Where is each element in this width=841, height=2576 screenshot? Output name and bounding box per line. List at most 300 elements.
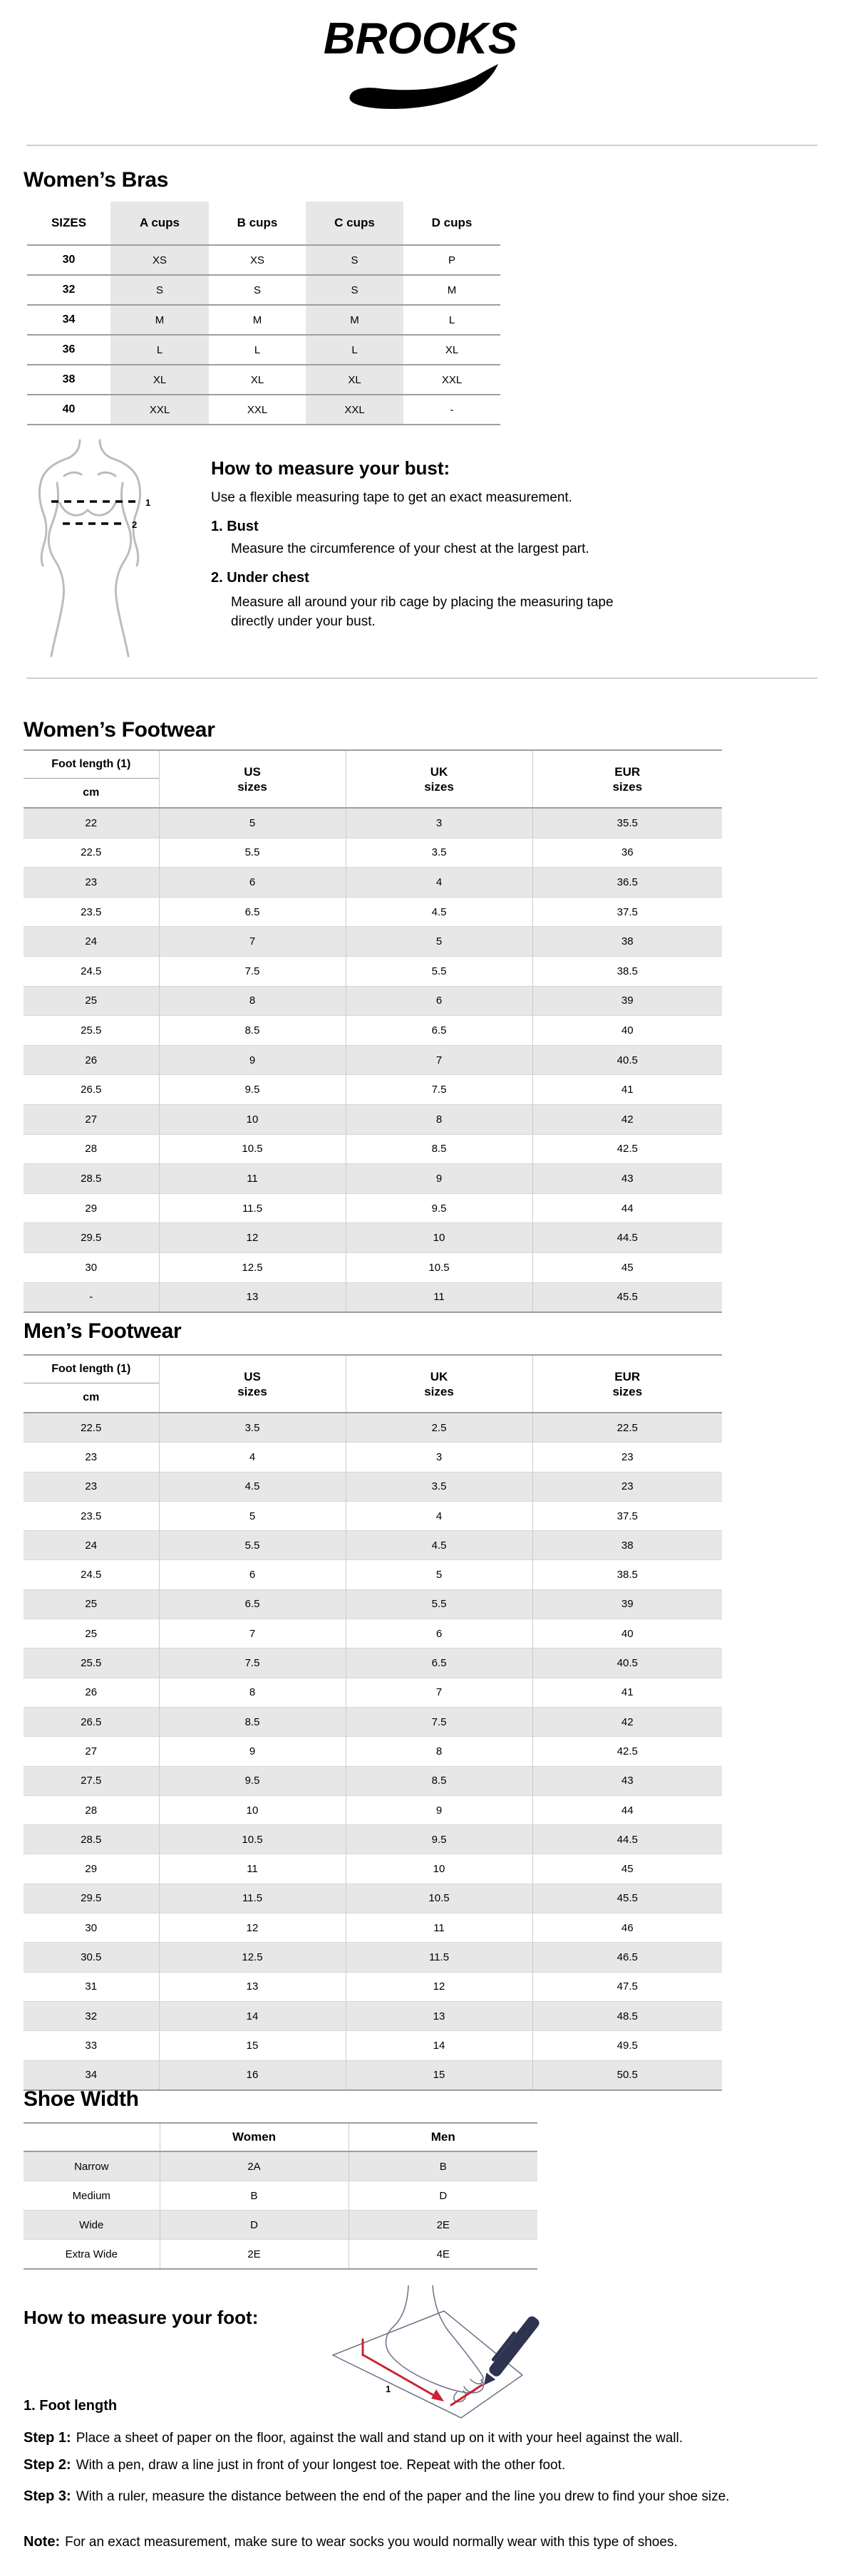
shoe-width-rows <box>24 2151 537 2269</box>
table-cell: 10 <box>346 1223 532 1253</box>
table-cell: 5 <box>159 1501 346 1530</box>
table-row <box>24 1619 722 1648</box>
table-row <box>24 1501 722 1530</box>
table-cell: 8 <box>346 1104 532 1134</box>
table-row <box>24 1737 722 1766</box>
note-label: Note: <box>24 2534 61 2550</box>
table-cell: 46 <box>532 1913 722 1943</box>
step-text: With a ruler, measure the distance between the end of the paper and the line you drew to find your shoe size. <box>76 2489 730 2504</box>
table-cell: 34 <box>24 2060 159 2090</box>
table-cell: L <box>306 335 403 365</box>
table-cell: 6 <box>346 1619 532 1648</box>
shoe-width-title: Shoe Width <box>24 2087 139 2111</box>
womens-bras-table <box>27 202 500 425</box>
foot-step-3 <box>24 2486 756 2507</box>
table-cell: 33 <box>24 2031 159 2060</box>
table-row <box>24 808 722 838</box>
table-cell: 13 <box>159 1972 346 2001</box>
foot-measure-diagram <box>324 2285 545 2424</box>
table-cell: Medium <box>24 2181 160 2211</box>
table-cell: 26.5 <box>24 1075 159 1105</box>
table-row <box>24 986 722 1016</box>
table-row <box>24 1223 722 1253</box>
table-cell: XXL <box>110 395 209 425</box>
table-cell: 7 <box>346 1045 532 1075</box>
table-cell: 40 <box>27 395 110 425</box>
column-header-us-sizes: US sizes <box>159 750 346 808</box>
table-cell: S <box>306 245 403 275</box>
table-cell: 6 <box>159 1560 346 1589</box>
table-row <box>24 1972 722 2001</box>
table-cell: 5.5 <box>346 956 532 986</box>
table-row <box>24 838 722 868</box>
table-cell: 37.5 <box>532 897 722 927</box>
table-cell: 3.5 <box>346 1472 532 1501</box>
table-cell: 5.5 <box>159 838 346 868</box>
table-cell: 42 <box>532 1707 722 1736</box>
table-row <box>24 1282 722 1312</box>
table-row <box>24 1472 722 1501</box>
table-cell: 10 <box>159 1104 346 1134</box>
table-cell: 27 <box>24 1104 159 1134</box>
column-header-unit: cm <box>83 1391 100 1403</box>
table-cell: 23.5 <box>24 1501 159 1530</box>
table-row <box>27 275 500 305</box>
brand-logo-text: BROOKS <box>323 14 518 63</box>
table-cell: 15 <box>346 2060 532 2090</box>
womens-footwear-table <box>24 749 722 1313</box>
table-cell: 9 <box>346 1164 532 1194</box>
table-header-row <box>24 750 722 808</box>
table-row <box>24 1531 722 1560</box>
torso-diagram <box>21 439 160 658</box>
table-cell: 13 <box>159 1282 346 1312</box>
table-cell: 7.5 <box>159 1648 346 1678</box>
table-row <box>24 2151 537 2181</box>
table-row <box>24 1443 722 1472</box>
table-row <box>24 1766 722 1795</box>
table-row <box>27 335 500 365</box>
bust-step-text: Measure the circumference of your chest at the largest part. <box>231 541 589 556</box>
table-cell: 7.5 <box>346 1707 532 1736</box>
table-cell: 4 <box>346 868 532 898</box>
table-cell: 6.5 <box>346 1016 532 1046</box>
table-cell: D <box>349 2181 537 2211</box>
table-cell: 7 <box>159 1619 346 1648</box>
table-cell: 50.5 <box>532 2060 722 2090</box>
table-cell: 25.5 <box>24 1016 159 1046</box>
table-cell: 11.5 <box>159 1884 346 1913</box>
table-cell: 9.5 <box>346 1193 532 1223</box>
table-cell: 6.5 <box>159 897 346 927</box>
table-cell: 39 <box>532 986 722 1016</box>
table-cell: 6.5 <box>159 1589 346 1619</box>
table-cell: 24.5 <box>24 956 159 986</box>
table-cell: 11 <box>159 1854 346 1884</box>
table-cell: 5 <box>346 1560 532 1589</box>
table-cell: 40 <box>532 1619 722 1648</box>
column-header-d-cups: D cups <box>403 202 500 245</box>
table-cell: 42 <box>532 1104 722 1134</box>
table-cell: 14 <box>159 2001 346 2030</box>
table-cell: 8 <box>346 1737 532 1766</box>
table-cell: 45 <box>532 1252 722 1282</box>
table-cell: 30 <box>24 1252 159 1282</box>
table-cell: 45 <box>532 1854 722 1884</box>
table-cell: 43 <box>532 1766 722 1795</box>
step-label: Step 1: <box>24 2430 71 2446</box>
table-cell: 4.5 <box>346 897 532 927</box>
foot-note <box>24 2532 841 2552</box>
bust-line-label-1: 1 <box>145 497 151 508</box>
table-cell: XXL <box>403 365 500 395</box>
column-header-uk-sizes: UK sizes <box>346 750 532 808</box>
table-cell: 15 <box>159 2031 346 2060</box>
table-row <box>27 245 500 275</box>
table-cell: 40.5 <box>532 1045 722 1075</box>
table-row <box>24 1104 722 1134</box>
table-cell: 29 <box>24 1193 159 1223</box>
table-cell: 3.5 <box>346 838 532 868</box>
table-row <box>24 2060 722 2090</box>
table-cell: L <box>403 305 500 335</box>
table-cell: 29.5 <box>24 1884 159 1913</box>
table-cell: 27 <box>24 1737 159 1766</box>
womens-footwear-rows <box>24 808 722 1312</box>
table-cell: 12 <box>346 1972 532 2001</box>
table-row <box>24 1854 722 1884</box>
table-row <box>24 1016 722 1046</box>
table-cell: 12 <box>159 1223 346 1253</box>
table-cell: 12.5 <box>159 1252 346 1282</box>
brand-swoosh-icon <box>339 63 502 114</box>
table-cell: 23 <box>532 1443 722 1472</box>
table-cell: 47.5 <box>532 1972 722 2001</box>
table-cell: 23.5 <box>24 897 159 927</box>
table-cell: 35.5 <box>532 808 722 838</box>
table-cell: L <box>209 335 306 365</box>
table-cell: XXL <box>306 395 403 425</box>
table-cell: 9 <box>346 1795 532 1824</box>
table-cell: 8.5 <box>346 1766 532 1795</box>
table-cell: 25 <box>24 1619 159 1648</box>
note-text: For an exact measurement, make sure to wear socks you would normally wear with this type of shoes. <box>65 2535 678 2550</box>
table-cell: 40 <box>532 1016 722 1046</box>
table-cell: 45.5 <box>532 1282 722 1312</box>
section-divider <box>26 677 817 679</box>
table-cell: 28 <box>24 1134 159 1164</box>
womens-bras-rows <box>27 245 500 425</box>
table-cell: 10.5 <box>346 1884 532 1913</box>
table-cell: 7 <box>346 1678 532 1707</box>
table-cell: 6 <box>159 868 346 898</box>
table-cell: 12.5 <box>159 1943 346 1972</box>
column-header-men: Men <box>349 2123 537 2151</box>
table-cell: 9 <box>159 1737 346 1766</box>
foot-step-1 <box>24 2428 841 2448</box>
table-cell: 4.5 <box>346 1531 532 1560</box>
table-cell: 36 <box>532 838 722 868</box>
table-cell: 42.5 <box>532 1134 722 1164</box>
bust-guide-title: How to measure your bust: <box>211 457 450 479</box>
table-cell: 11.5 <box>159 1193 346 1223</box>
table-row <box>24 2211 537 2240</box>
table-cell: 22.5 <box>532 1413 722 1443</box>
column-header-b-cups: B cups <box>209 202 306 245</box>
table-cell: 34 <box>27 305 110 335</box>
table-row <box>24 1075 722 1105</box>
table-cell: 44 <box>532 1795 722 1824</box>
table-header-row <box>27 202 500 245</box>
table-cell: L <box>110 335 209 365</box>
table-cell: 10 <box>346 1854 532 1884</box>
table-cell: Wide <box>24 2211 160 2240</box>
table-cell: M <box>306 305 403 335</box>
table-cell: 8.5 <box>159 1016 346 1046</box>
column-header-eur-sizes: EUR sizes <box>532 1355 722 1413</box>
table-cell: 23 <box>24 1472 159 1501</box>
table-row <box>24 1560 722 1589</box>
table-cell: 4.5 <box>159 1472 346 1501</box>
table-cell: 38.5 <box>532 1560 722 1589</box>
table-header-row <box>24 2123 537 2151</box>
table-cell: 29.5 <box>24 1223 159 1253</box>
table-cell: 30 <box>24 1913 159 1943</box>
table-cell: 28.5 <box>24 1825 159 1854</box>
table-row <box>24 868 722 898</box>
pen-icon <box>476 2312 541 2389</box>
table-cell: 25 <box>24 986 159 1016</box>
table-cell: 22.5 <box>24 838 159 868</box>
table-cell: - <box>403 395 500 425</box>
table-row <box>24 1884 722 1913</box>
column-header-eur-sizes: EUR sizes <box>532 750 722 808</box>
table-cell: 2E <box>160 2240 349 2270</box>
table-cell: M <box>209 305 306 335</box>
table-cell: 38.5 <box>532 956 722 986</box>
table-cell: 9.5 <box>159 1075 346 1105</box>
table-row <box>24 1589 722 1619</box>
table-cell: 45.5 <box>532 1884 722 1913</box>
table-cell: 3.5 <box>159 1413 346 1443</box>
table-cell: 32 <box>27 275 110 305</box>
table-row <box>24 956 722 986</box>
table-cell: 38 <box>532 927 722 957</box>
table-cell: 41 <box>532 1075 722 1105</box>
table-cell: 7.5 <box>159 956 346 986</box>
table-row <box>24 1943 722 1972</box>
table-cell: 22 <box>24 808 159 838</box>
table-cell: XXL <box>209 395 306 425</box>
mens-footwear-rows <box>24 1413 722 2090</box>
table-cell: XS <box>110 245 209 275</box>
column-header-sizes: SIZES <box>27 202 110 245</box>
table-cell: 44 <box>532 1193 722 1223</box>
table-cell: M <box>403 275 500 305</box>
table-row <box>24 1795 722 1824</box>
table-cell: 31 <box>24 1972 159 2001</box>
table-cell: 46.5 <box>532 1943 722 1972</box>
table-cell: 44.5 <box>532 1223 722 1253</box>
table-row <box>24 1413 722 1443</box>
table-cell: 4 <box>346 1501 532 1530</box>
table-cell: 3 <box>346 1443 532 1472</box>
underchest-step-label: 2. Under chest <box>211 570 309 586</box>
table-cell: XL <box>306 365 403 395</box>
table-cell: 27.5 <box>24 1766 159 1795</box>
table-row <box>27 305 500 335</box>
table-cell: 4E <box>349 2240 537 2270</box>
table-cell: M <box>110 305 209 335</box>
table-cell: 11 <box>159 1164 346 1194</box>
table-cell: B <box>349 2151 537 2181</box>
table-cell: XS <box>209 245 306 275</box>
table-cell: 7.5 <box>346 1075 532 1105</box>
table-row <box>24 2031 722 2060</box>
table-cell: 6.5 <box>346 1648 532 1678</box>
table-cell: 26 <box>24 1678 159 1707</box>
table-cell: 2E <box>349 2211 537 2240</box>
table-cell: 39 <box>532 1589 722 1619</box>
table-cell: Narrow <box>24 2151 160 2181</box>
table-cell: 36 <box>27 335 110 365</box>
table-cell: 5.5 <box>159 1531 346 1560</box>
table-cell: 9.5 <box>346 1825 532 1854</box>
underchest-step-text: Measure all around your rib cage by placing the measuring tape directly under your bust. <box>231 595 614 629</box>
table-cell: 8.5 <box>346 1134 532 1164</box>
womens-bras-title: Women’s Bras <box>24 168 169 192</box>
shoe-width-table <box>24 2122 537 2270</box>
column-header-foot-length: Foot length (1) <box>24 751 159 779</box>
table-cell: 10.5 <box>159 1134 346 1164</box>
table-header-row <box>24 1355 722 1413</box>
column-header-us-sizes: US sizes <box>159 1355 346 1413</box>
table-row <box>27 395 500 425</box>
table-row <box>27 365 500 395</box>
table-row <box>24 927 722 957</box>
table-cell: 41 <box>532 1678 722 1707</box>
table-cell: 28.5 <box>24 1164 159 1194</box>
table-row <box>24 1913 722 1943</box>
brand-logo <box>0 14 841 114</box>
table-cell: XL <box>209 365 306 395</box>
table-cell: 5.5 <box>346 1589 532 1619</box>
table-row <box>24 1252 722 1282</box>
table-cell: 2A <box>160 2151 349 2181</box>
underchest-line-label-2: 2 <box>132 519 138 530</box>
column-header-foot-length: Foot length (1) <box>24 1356 159 1383</box>
table-row <box>24 1045 722 1075</box>
table-cell: 48.5 <box>532 2001 722 2030</box>
table-cell: 8.5 <box>159 1707 346 1736</box>
section-divider <box>26 145 817 146</box>
table-cell: 16 <box>159 2060 346 2090</box>
table-cell: 24.5 <box>24 1560 159 1589</box>
table-cell: 40.5 <box>532 1648 722 1678</box>
table-cell: - <box>24 1282 159 1312</box>
table-row <box>24 1678 722 1707</box>
table-cell: 6 <box>346 986 532 1016</box>
step-label: Step 2: <box>24 2457 71 2473</box>
table-cell: S <box>110 275 209 305</box>
step-text: With a pen, draw a line just in front of your longest toe. Repeat with the other foot. <box>76 2458 566 2473</box>
table-cell: 4 <box>159 1443 346 1472</box>
column-header-width-blank <box>24 2123 160 2151</box>
step-label: Step 3: <box>24 2488 71 2504</box>
table-cell: 29 <box>24 1854 159 1884</box>
table-cell: 10.5 <box>159 1825 346 1854</box>
table-cell: 36.5 <box>532 868 722 898</box>
table-cell: 22.5 <box>24 1413 159 1443</box>
table-cell: 12 <box>159 1913 346 1943</box>
table-cell: 5 <box>159 808 346 838</box>
table-cell: 14 <box>346 2031 532 2060</box>
table-cell: 43 <box>532 1164 722 1194</box>
table-cell: XL <box>110 365 209 395</box>
table-cell: 11.5 <box>346 1943 532 1972</box>
table-cell: XL <box>403 335 500 365</box>
table-cell: 13 <box>346 2001 532 2030</box>
table-row <box>24 1134 722 1164</box>
table-cell: 49.5 <box>532 2031 722 2060</box>
table-cell: S <box>209 275 306 305</box>
table-cell: 24 <box>24 927 159 957</box>
table-cell: 3 <box>346 808 532 838</box>
table-cell: 28 <box>24 1795 159 1824</box>
table-row <box>24 1707 722 1736</box>
table-cell: D <box>160 2211 349 2240</box>
table-cell: 5 <box>346 927 532 957</box>
foot-length-line-label: 1 <box>386 2384 391 2394</box>
table-cell: 30.5 <box>24 1943 159 1972</box>
table-cell: 25.5 <box>24 1648 159 1678</box>
table-cell: 38 <box>27 365 110 395</box>
bust-step-label: 1. Bust <box>211 519 259 534</box>
mens-footwear-title: Men’s Footwear <box>24 1319 182 1343</box>
table-cell: 7 <box>159 927 346 957</box>
table-cell: 37.5 <box>532 1501 722 1530</box>
column-header-unit: cm <box>83 786 100 799</box>
table-cell: 9 <box>159 1045 346 1075</box>
column-header-c-cups: C cups <box>306 202 403 245</box>
column-header-a-cups: A cups <box>110 202 209 245</box>
table-cell: 11 <box>346 1282 532 1312</box>
table-row <box>24 2240 537 2270</box>
table-cell: Extra Wide <box>24 2240 160 2270</box>
table-cell: 42.5 <box>532 1737 722 1766</box>
table-row <box>24 2181 537 2211</box>
table-cell: 25 <box>24 1589 159 1619</box>
table-row <box>24 897 722 927</box>
table-row <box>24 1648 722 1678</box>
table-cell: 26 <box>24 1045 159 1075</box>
table-cell: 2.5 <box>346 1413 532 1443</box>
table-cell: P <box>403 245 500 275</box>
table-cell: 10 <box>159 1795 346 1824</box>
table-cell: 26.5 <box>24 1707 159 1736</box>
womens-footwear-title: Women’s Footwear <box>24 718 215 742</box>
table-cell: 44.5 <box>532 1825 722 1854</box>
table-row <box>24 1825 722 1854</box>
table-cell: 8 <box>159 1678 346 1707</box>
table-cell: B <box>160 2181 349 2211</box>
mens-footwear-table <box>24 1354 722 2091</box>
table-cell: 9.5 <box>159 1766 346 1795</box>
table-cell: 23 <box>532 1472 722 1501</box>
foot-guide-title: How to measure your foot: <box>24 2307 259 2328</box>
table-cell: 24 <box>24 1531 159 1560</box>
table-row <box>24 1193 722 1223</box>
